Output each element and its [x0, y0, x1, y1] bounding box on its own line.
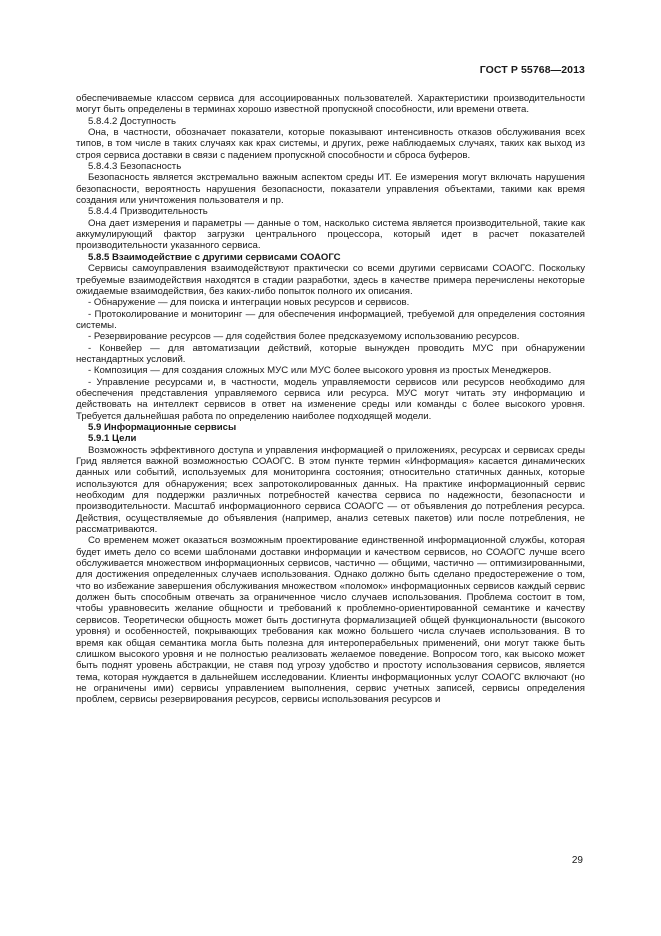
- section-heading: 5.9.1 Цели: [88, 433, 137, 445]
- paragraph: Она, в частности, обозначает показатели, которые показывают интенсивность отказов обслуживания всех типов, в том числе в таких случаях как крах системы, и других, реже наблюдаемых случаях, таких как выход из строя сервиса доставки в связи с падением пропускной способности и сброса буферов.: [76, 127, 585, 161]
- paragraph: Возможность эффективного доступа и управления информацией о приложениях, ресурсах и сервисах среды Грид является важной возможностью СОАОГС. В этом пункте термин «Информация» касается динамических данных или событий, используемых для мониторинга состояния; относительно статичных данных, которые используются для обнаружения; всех запротоколированных данных. На практике информационный сервис необходим для поддержки различных потребностей качества сервиса по надежности, безопасности и производительности. Масштаб информационного сервиса СОАОГС — от объявления до потребления ресурса. Действия, осуществляемые до объявления (например, анализ сетевых пакетов) или после потребления, не рассматриваются.: [76, 444, 585, 536]
- paragraph: 5.8.4.2 Доступность: [88, 115, 177, 127]
- list-item: - Резервирование ресурсов — для содействия более предсказуемому использованию ресурсов.: [88, 331, 520, 343]
- list-item: - Обнаружение — для поиска и интеграции новых ресурсов и сервисов.: [88, 297, 410, 309]
- paragraph: Сервисы самоуправления взаимодействуют практически со всеми другими сервисами СОАОГС. Поскольку требуемые взаимодействия находятся в стадии разработки, здесь в качестве примера перечислены некоторые ожидаемые взаимодействия, без каких-либо попыток полного их описания.: [76, 263, 585, 297]
- paragraph: 5.8.4.3 Безопасность: [88, 161, 182, 173]
- section-heading: 5.8.5 Взаимодействие с другими сервисами СОАОГС: [88, 251, 341, 263]
- paragraph: Она дает измерения и параметры — данные о том, насколько система является производительной, такие как аккумулирующий фактор загрузки центрального процессора, который идет в расчет показателей производительности указанного сервиса.: [76, 217, 585, 252]
- paragraph: 5.8.4.4 Призводительность: [88, 206, 208, 218]
- document-header: ГОСТ Р 55768—2013: [479, 64, 585, 76]
- list-item: - Композиция — для создания сложных МУС или МУС более высокого уровня из простых Менеджеров.: [88, 365, 552, 377]
- paragraph: обеспечиваемые классом сервиса для ассоциированных пользователей. Характеристики производительности могут быть определены в терминах хорошо известной пропускной способности, или времени ответа.: [76, 93, 585, 116]
- paragraph: Со временем может оказаться возможным проектирование единственной информационной службы, которая будет иметь дело со всеми шаблонами доставки информации и качеством сервисов, но СОАОГС лучше всего обслуживается множеством информационных сервисов, частично — общими, частично — оптимизированными, для достижения определенных случаев использования. Однако должно быть сделано предостережение о том, что во избежание завершения обслуживания множеством «поломок» информационных сервисов каждый сервис должен быть способным отвечать за ограниченное число случаев использования. Проблема состоит в том, чтобы уравновесить желание общности и требований к проблемно-ориентированной семантике и качеству сервисов. Теоретически общность может быть достигнута формализацией общей функциональности (высокого уровня) и особенностей, покрывающих требования как можно большего числа случаев использования. В то время как общая семантика могла быть полезна для интероперабельных применений, они могут также быть слишком высокого уровня и не полностью реализовать желаемое поведение. Вопросом того, как высоко может быть поднят уровень абстракции, не ставя под угрозу удобство и простоту использования сервисов, является тема, которая нуждается в дальнейшем исследовании. Клиенты информационных услуг СОАОГС включают (но не ограничены ими) сервисы управлением выполнения, сервис учетных записей, сервисы определения проблем, сервисы резервирования ресурсов, сервисы использования ресурсов и: [76, 535, 585, 706]
- paragraph: Безопасность является экстремально важным аспектом среды ИТ. Ее измерения могут включать нарушения безопасности, вероятность нарушения безопасности, показатели управления объектами, такими как время создания или уничтожения пользователя и пр.: [76, 172, 585, 207]
- list-item: - Конвейер — для автоматизации действий, которые вынужден проводить МУС при обнаружении нестандартных условий.: [76, 342, 585, 365]
- section-heading: 5.9 Информационные сервисы: [88, 421, 237, 433]
- page-number: 29: [571, 855, 583, 866]
- document-body: [76, 93, 585, 706]
- list-item: - Протоколирование и мониторинг — для обеспечения информацией, требуемой для определения состояния системы.: [76, 308, 585, 331]
- list-item: - Управление ресурсами и, в частности, модель управляемости сервисов или ресурсов необходимо для обеспечения представления управляемого сервиса или ресурса. МУС могут читать эту информацию и действовать на интеллект сервисов в ответ на изменение среды или команды с более высокого уровня. Требуется дальнейшая работа по определению наиболее подходящей модели.: [76, 376, 585, 422]
